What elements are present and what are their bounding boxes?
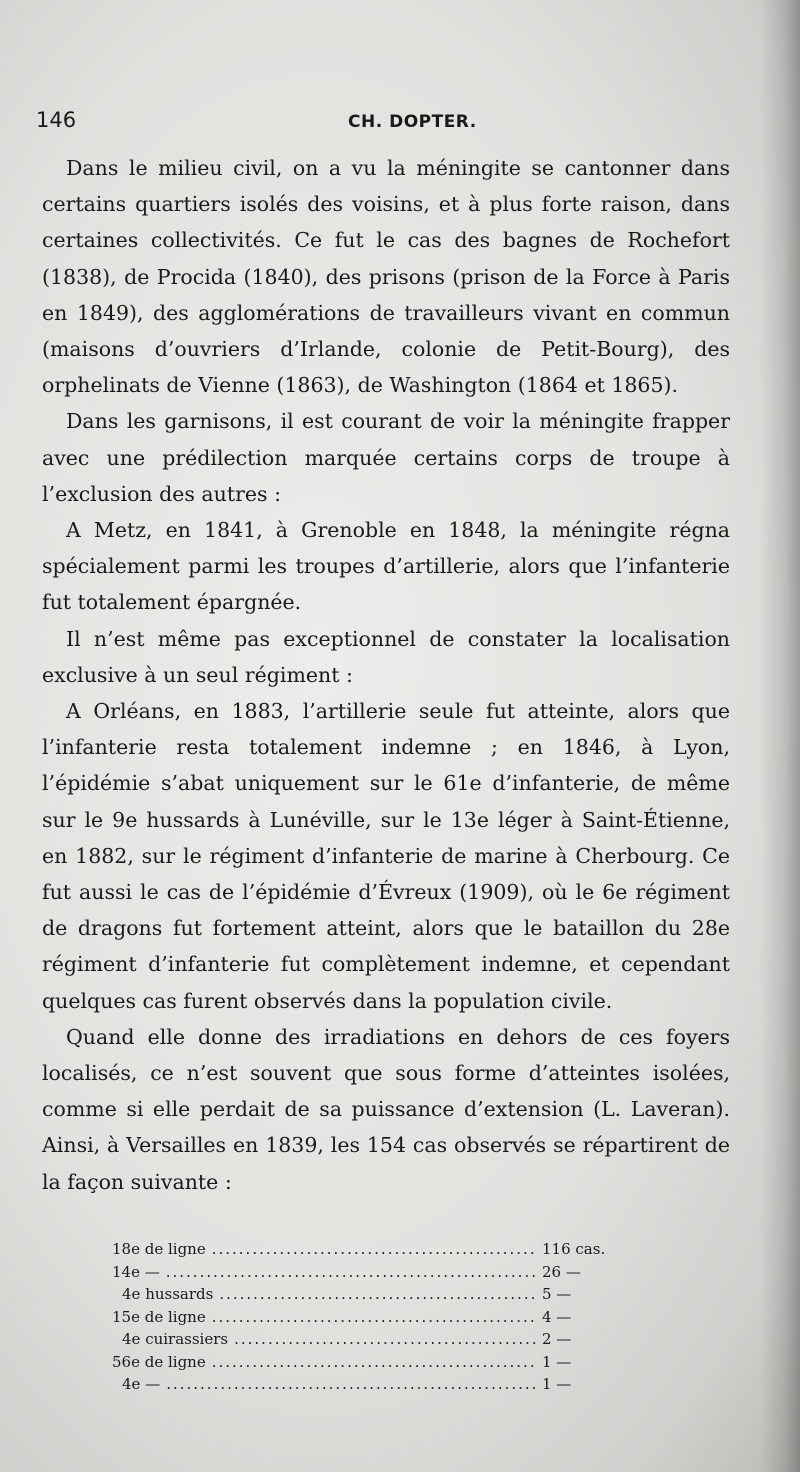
- table-row: [112, 1261, 632, 1284]
- case-count: 1 —: [542, 1352, 572, 1371]
- table-row: [112, 1283, 632, 1306]
- case-count: 116 cas.: [542, 1240, 606, 1258]
- regiment-label: 4e —: [122, 1375, 161, 1393]
- table-row: [112, 1373, 632, 1396]
- leader-dots: [212, 1351, 536, 1374]
- table-row: [112, 1328, 632, 1351]
- leader-dots: [166, 1261, 536, 1284]
- leader-dots: [212, 1238, 536, 1261]
- leader-dots: [234, 1328, 536, 1351]
- page-header: [36, 108, 736, 142]
- paragraph: Quand elle donne des irradiations en dehors de ces foyers localisés, ce n’est souvent que sous forme d’atteintes isolées, comme si elle perdait de sa puissance d’extension (L. Laveran). Ainsi, à Versailles en 1839, les 154 cas observés se répartirent de la façon suivante :: [42, 1024, 730, 1194]
- cases-table: [112, 1238, 632, 1396]
- regiment-label: 18e de ligne: [112, 1240, 206, 1258]
- regiment-label: 4e hussards: [122, 1285, 214, 1303]
- table-row: [112, 1306, 632, 1329]
- paragraph: A Orléans, en 1883, l’artillerie seule fut atteinte, alors que l’infanterie resta totalement indemne ; en 1846, à Lyon, l’épidémie s’abat uniquement sur le 61e d’infanterie, de même sur le 9e hussards à Lunéville, sur le 13e léger à Saint-Étienne, en 1882, sur le régiment d’infanterie de marine à Cherbourg. Ce fut aussi le cas de l’épidémie d’Évreux (1909), où le 6e régiment de dragons fut fortement atteint, alors que le bataillon du 28e régiment d’infanterie fut complètement indemne, et cependant quelques cas furent observés dans la population civile.: [42, 699, 730, 1013]
- case-count: 4 —: [542, 1307, 572, 1326]
- case-count: 5 —: [542, 1285, 572, 1303]
- table-row: [112, 1238, 632, 1261]
- regiment-label: 14e —: [112, 1262, 160, 1281]
- paragraph: Il n’est même pas exceptionnel de constater la localisation exclusive à un seul régiment :: [42, 626, 730, 687]
- table-row: [112, 1351, 632, 1374]
- case-count: 1 —: [542, 1375, 572, 1393]
- case-count: 26 —: [542, 1262, 581, 1281]
- leader-dots: [219, 1283, 536, 1306]
- regiment-label: 4e cuirassiers: [122, 1330, 229, 1348]
- case-count: 2 —: [542, 1330, 572, 1348]
- page-number: 146: [36, 108, 77, 132]
- regiment-label: 56e de ligne: [112, 1352, 206, 1371]
- leader-dots: [166, 1373, 536, 1396]
- body-text: [42, 150, 730, 1200]
- paragraph: Dans les garnisons, il est courant de voir la méningite frapper avec une prédilection marquée certains corps de troupe à l’exclusion des autres :: [42, 409, 730, 506]
- regiment-label: 15e de ligne: [112, 1307, 206, 1326]
- paragraph: Dans le milieu civil, on a vu la méningite se cantonner dans certains quartiers isolés des voisins, et à plus forte raison, dans certaines collectivités. Ce fut le cas des bagnes de Rochefort (1838), de Procida (1840), des prisons (prison de la Force à Paris en 1849), des agglomérations de travailleurs vivant en commun (maisons d’ouvriers d’Irlande, colonie de Petit-Bourg), des orphelinats de Vienne (1863), de Washington (1864 et 1865).: [42, 156, 730, 398]
- paragraph: A Metz, en 1841, à Grenoble en 1848, la méningite régna spécialement parmi les troupes d’artillerie, alors que l’infanterie fut totalement épargnée.: [42, 518, 730, 615]
- leader-dots: [212, 1306, 536, 1329]
- running-head: CH. DOPTER.: [348, 112, 477, 132]
- page-edge-shadow: [760, 0, 800, 1472]
